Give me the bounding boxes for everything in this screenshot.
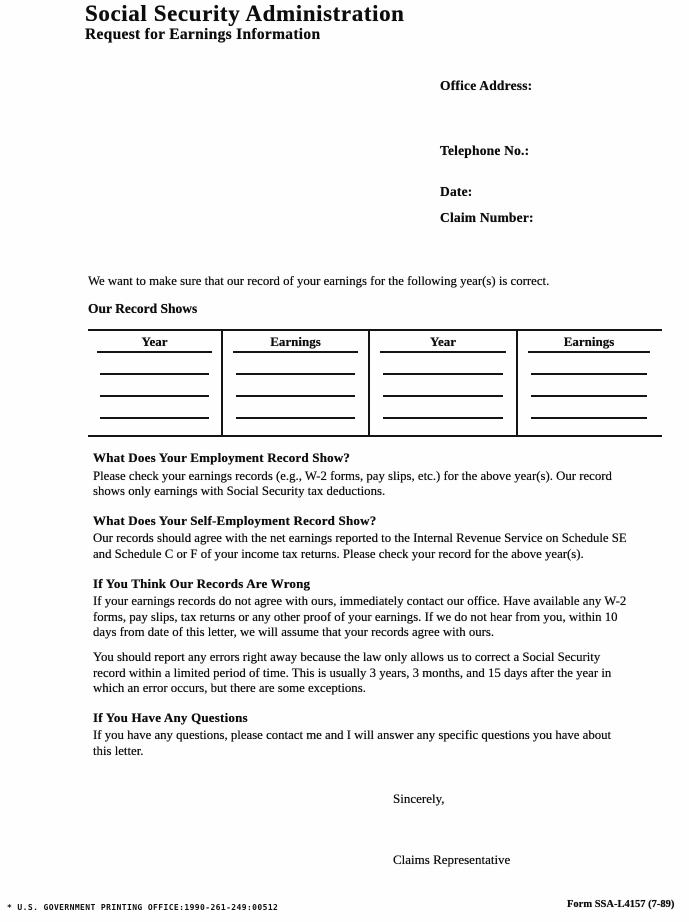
form-title: Social Security Administration <box>85 1 405 26</box>
section-heading-self-employment-record: What Does Your Self-Employment Record Show? <box>93 512 377 528</box>
blank-entry-line <box>531 395 647 397</box>
gpo-imprint: * U.S. GOVERNMENT PRINTING OFFICE:1990-261-249:00512 <box>7 903 279 912</box>
blank-entry-line <box>100 395 209 397</box>
blank-entry-line <box>236 395 355 397</box>
blank-entry-line <box>531 373 647 375</box>
table-column-earnings-1 <box>223 331 370 435</box>
intro-text: We want to make sure that our record of your earnings for the following year(s) is correct. <box>88 274 550 288</box>
form-number: Form SSA-L4157 (7-89) <box>567 899 675 910</box>
table-column-year-1 <box>88 331 223 435</box>
telephone-label: Telephone No.: <box>440 143 530 158</box>
date-label: Date: <box>440 184 473 199</box>
form-subtitle: Request for Earnings Information <box>85 26 321 43</box>
paragraph-self-employment-record: Our records should agree with the net earnings reported to the Internal Revenue Service on Schedule SE and Schedule C or F of your income tax returns. Please check your record for the above year(s). <box>93 531 627 561</box>
blank-entry-line <box>531 417 647 419</box>
header-underline <box>380 351 506 353</box>
column-header-earnings-2: Earnings <box>563 334 615 349</box>
section-heading-records-wrong: If You Think Our Records Are Wrong <box>93 575 311 591</box>
blank-entry-line <box>383 417 503 419</box>
blank-entry-line <box>100 373 209 375</box>
earnings-table <box>88 329 662 437</box>
paragraph-employment-record: Please check your earnings records (e.g., W-2 forms, pay slips, etc.) for the above year(s). Our record shows only earnings with Social Security tax deductions. <box>93 468 612 499</box>
section-heading-employment-record: What Does Your Employment Record Show? <box>93 450 351 465</box>
column-header-year-1: Year <box>141 334 168 349</box>
column-header-year-2: Year <box>430 334 456 349</box>
blank-entry-line <box>236 417 355 419</box>
paragraph-questions: If you have any questions, please contact me and I will answer any specific questions you have about this letter. <box>93 728 612 758</box>
closing-signature-title: Claims Representative <box>393 852 511 867</box>
blank-entry-line <box>236 373 355 375</box>
header-underline <box>233 351 358 353</box>
office-address-label: Office Address: <box>440 78 533 93</box>
section-heading-questions: If You Have Any Questions <box>93 709 248 725</box>
paragraph-records-wrong-2: You should report any errors right away because the law only allows us to correct a Social Security record within a limited period of time. This is usually 3 years, 3 months, and 15 days after the year in which an error occurs, but there are some exceptions. <box>93 649 612 696</box>
table-column-year-2 <box>370 331 518 435</box>
letter-body <box>93 450 630 769</box>
header-underline <box>528 351 650 353</box>
closing-salutation: Sincerely, <box>393 791 445 806</box>
header-underline <box>97 351 211 353</box>
paragraph-records-wrong-1: If your earnings records do not agree with ours, immediately contact our office. Have available any W-2 forms, pay slips, tax returns or any other proof of your earnings. If we do not hear from you, within 10 days from date of this letter, we will assume that your records agree with ours. <box>93 594 627 640</box>
record-section-heading: Our Record Shows <box>88 301 198 316</box>
table-column-earnings-2 <box>518 331 660 435</box>
claim-number-label: Claim Number: <box>440 210 534 225</box>
column-header-earnings-1: Earnings <box>270 334 321 349</box>
blank-entry-line <box>100 417 209 419</box>
blank-entry-line <box>383 395 503 397</box>
blank-entry-line <box>383 373 503 375</box>
